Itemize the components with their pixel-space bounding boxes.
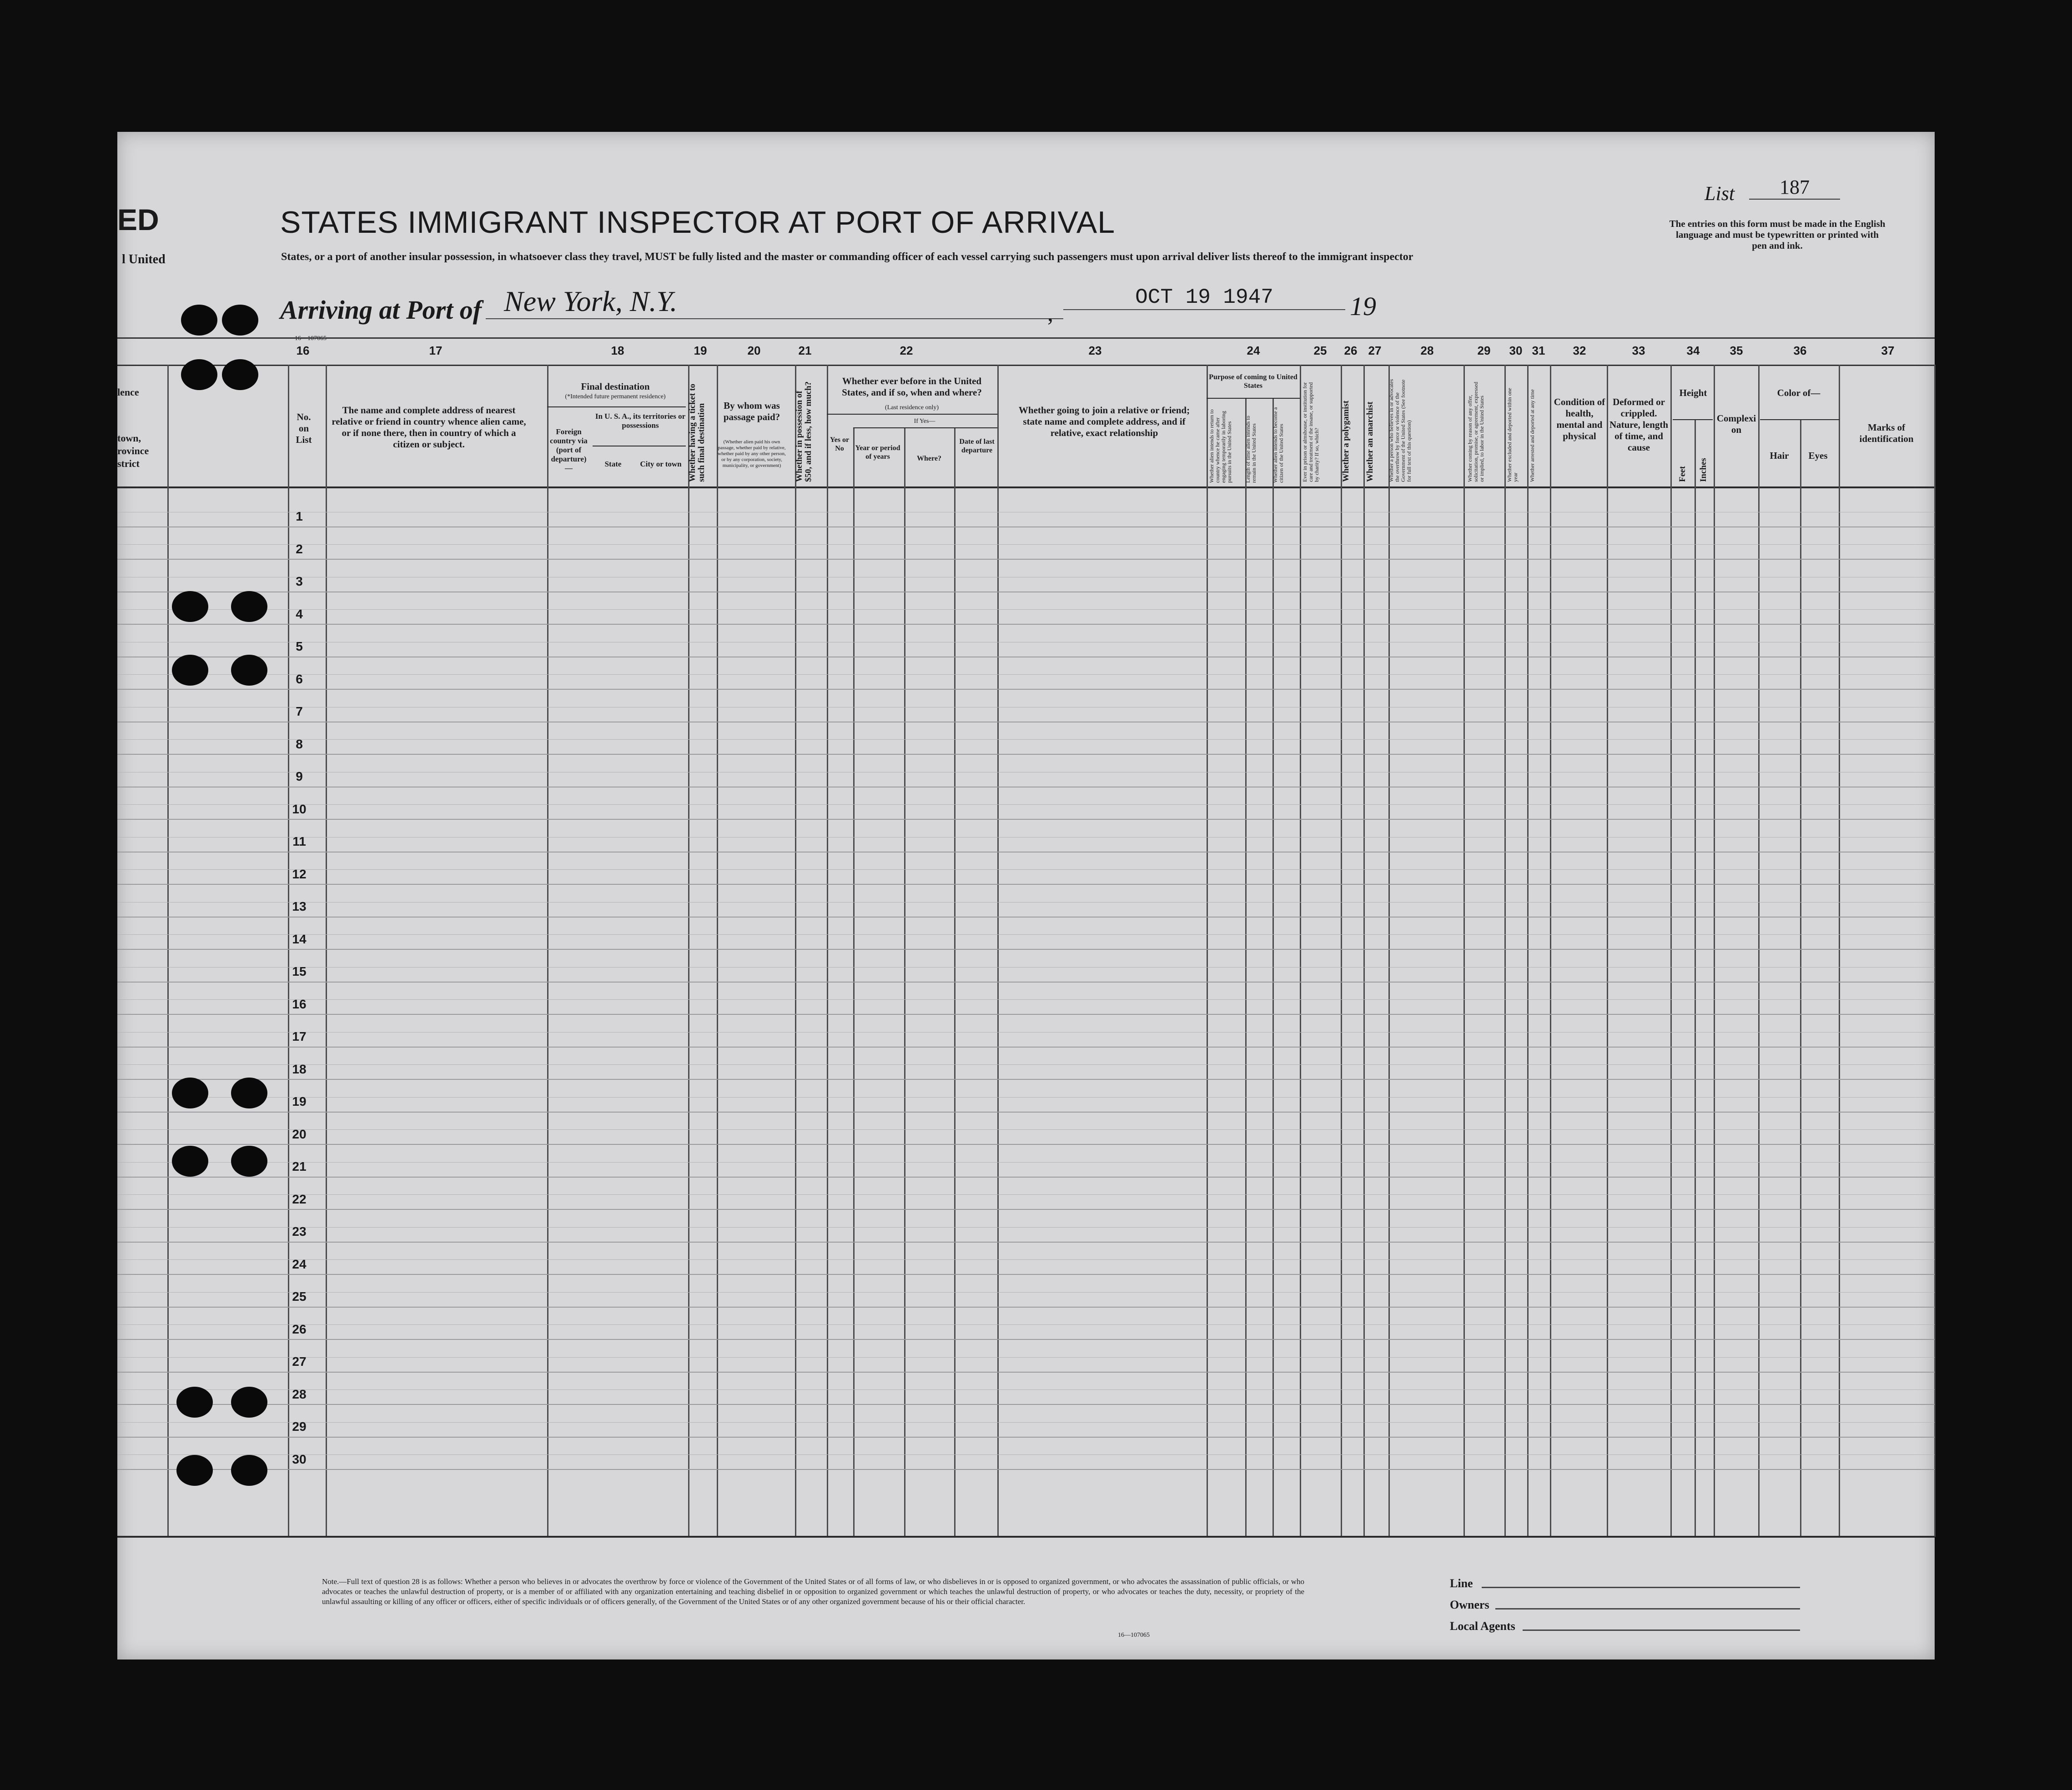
column-number-35: 35 <box>1730 344 1743 357</box>
table-row-subline <box>117 1389 1935 1390</box>
table-row <box>117 1469 1935 1470</box>
column-number-19: 19 <box>694 344 707 357</box>
column-number-24: 24 <box>1247 344 1260 357</box>
column-divider <box>997 365 999 1537</box>
column-divider <box>1839 365 1840 1537</box>
col-22-date: Date of last departure <box>959 438 995 454</box>
table-row <box>117 819 1935 820</box>
col-22-where: Where? <box>917 455 941 462</box>
col-36-eyes: Eyes <box>1808 450 1828 461</box>
column-divider <box>1934 365 1936 1537</box>
col-35-header: Complexion <box>1716 413 1756 435</box>
column-number-28: 28 <box>1420 344 1434 357</box>
col-28-header: Whether a person who believes in or advocates the overthrow by force or violence of the Government of the United States (See footnote for full text of this question) <box>1388 379 1412 482</box>
table-row <box>117 624 1935 625</box>
line-label: Line <box>1450 1577 1473 1590</box>
table-row <box>117 1242 1935 1243</box>
col-29-header: Whether coming by reason of any offer, solicitation, promise, or agreement, expressed or implied, to labor in the United States <box>1467 381 1485 482</box>
comma-1: , <box>1047 301 1053 326</box>
table-row-subline <box>117 1292 1935 1293</box>
col-22-title: Whether ever before in the United States, and if so, when and where? <box>842 376 982 398</box>
col-22-note: (Last residence only) <box>885 404 939 411</box>
table-row <box>117 1177 1935 1178</box>
col-22-subrule-2 <box>853 427 997 428</box>
column-divider <box>1550 365 1551 1537</box>
table-row <box>117 1112 1935 1113</box>
table-row <box>117 1339 1935 1340</box>
punch-hole <box>222 305 258 336</box>
column-number-16: 16 <box>296 344 310 357</box>
local-agents-field[interactable] <box>1523 1630 1800 1631</box>
column-number-17: 17 <box>429 344 443 357</box>
col-18-city: City or town <box>640 460 682 468</box>
column-number-33: 33 <box>1632 344 1645 357</box>
col-33-header: Deformed or crippled. Nature, length of time, and cause <box>1609 396 1669 453</box>
col-19-header: Whether having a ticket to such final destination <box>688 383 706 482</box>
col-22-year: Year or period of years <box>855 444 900 461</box>
col-22-yes-no: Yes or No <box>830 436 850 452</box>
row-number-22: 22 <box>292 1192 307 1206</box>
form-instructions: The entries on this form must be made in the English language and must be typewritten or printed with pen and ink. <box>1669 218 1886 251</box>
column-number-32: 32 <box>1573 344 1586 357</box>
table-row <box>117 1404 1935 1405</box>
col-36-title: Color of— <box>1777 387 1821 398</box>
table-row <box>117 1372 1935 1373</box>
table-row-subline <box>117 674 1935 675</box>
table-row-subline <box>117 1129 1935 1130</box>
col-20-note: (Whether alien paid his own passage, whether paid by relative, whether paid by any other person, or by any corporation, society, municipality, or government) <box>718 439 786 468</box>
column-number-23: 23 <box>1088 344 1102 357</box>
table-row-subline <box>117 1227 1935 1228</box>
left-fragment-sub: l United <box>122 252 166 266</box>
col-34-title: Height <box>1679 387 1707 398</box>
column-divider <box>1300 365 1301 1537</box>
column-number-21: 21 <box>798 344 812 357</box>
row-number-1: 1 <box>296 509 303 523</box>
row-number-17: 17 <box>292 1029 307 1043</box>
column-divider <box>288 365 289 1537</box>
table-row <box>117 884 1935 885</box>
table-row-subline <box>117 609 1935 610</box>
row-number-12: 12 <box>292 867 307 881</box>
row-number-24: 24 <box>292 1257 307 1271</box>
column-number-18: 18 <box>611 344 624 357</box>
column-number-36: 36 <box>1793 344 1807 357</box>
row-number-20: 20 <box>292 1127 307 1141</box>
col-34-inches: Inches <box>1699 458 1708 482</box>
row-number-10: 10 <box>292 802 307 816</box>
col-31-header: Whether arrested and deported at any time <box>1529 389 1535 482</box>
col-22-if-yes: If Yes— <box>914 418 935 425</box>
table-row-subline <box>117 1064 1935 1065</box>
col-32-header: Condition of health, mental and physical <box>1554 396 1605 441</box>
row-number-26: 26 <box>292 1322 307 1336</box>
header-subtitle: States, or a port of another insular possession, in whatsoever class they travel, MUST be fully listed and the master or commanding officer of each vessel carrying such passengers must upon arrival deliver lists thereof to the immigrant inspector <box>281 251 1413 263</box>
table-row <box>117 526 1935 527</box>
col-16-header: No. on List <box>296 411 312 445</box>
column-number-27: 27 <box>1368 344 1382 357</box>
punch-hole <box>231 1455 267 1486</box>
table-row-subline <box>117 1194 1935 1195</box>
column-divider <box>1695 419 1696 1537</box>
row-number-30: 30 <box>292 1452 307 1466</box>
column-divider <box>1758 365 1760 1537</box>
column-divider <box>1463 365 1465 1537</box>
column-number-29: 29 <box>1477 344 1491 357</box>
footnote-question-28: Note.—Full text of question 28 is as follows: Whether a person who believes in or advocates the overthrow by force or violence of the Government of the United States or of all forms of law, or who disbelieves in or is opposed to organized government, or who advocates the assassination of public officials, or who advocates or teaches the unlawful destruction of property, or is a member of or affiliated with any organization entertaining and teaching disbelief in or opposition to organized government or which teaches the unlawful destruction of property, or who advocates or teaches the duty, necessity, or propriety of the unlawful assaulting or killing of any officer or officers, either of specific individuals or of officers generally, of the Government of the United States or of any other organized government because of his or their official character. <box>322 1577 1304 1606</box>
table-row-subline <box>117 934 1935 935</box>
punch-hole <box>231 655 267 686</box>
column-divider <box>688 365 689 1537</box>
table-row <box>117 689 1935 690</box>
table-row <box>117 949 1935 950</box>
row-number-16: 16 <box>292 997 307 1011</box>
col-36-hair: Hair <box>1770 450 1789 461</box>
column-divider <box>1670 365 1672 1537</box>
punch-hole <box>172 655 208 686</box>
row-number-8: 8 <box>296 737 303 751</box>
punch-hole <box>181 359 217 390</box>
row-number-23: 23 <box>292 1224 307 1238</box>
punch-hole <box>222 359 258 390</box>
column-divider <box>326 365 327 1537</box>
table-row <box>117 1274 1935 1275</box>
table-row-subline <box>117 1097 1935 1098</box>
row-number-19: 19 <box>292 1094 307 1108</box>
col-18-usa: In U. S. A., its territories or possessions <box>595 412 686 430</box>
row-number-7: 7 <box>296 704 303 718</box>
header-rule-bottom <box>117 486 1935 488</box>
table-row-subline <box>117 1162 1935 1163</box>
table-row-subline <box>117 1324 1935 1325</box>
column-divider <box>167 365 169 1537</box>
punch-hole <box>172 1078 208 1108</box>
punch-hole <box>172 1146 208 1177</box>
column-number-20: 20 <box>747 344 761 357</box>
column-number-37: 37 <box>1881 344 1895 357</box>
arrival-date-stamp: OCT 19 1947 <box>1063 286 1345 310</box>
page-title: STATES IMMIGRANT INSPECTOR AT PORT OF ARRIVAL <box>280 205 1116 240</box>
table-row-subline <box>117 739 1935 740</box>
punch-hole <box>181 305 217 336</box>
table-row-subline <box>117 967 1935 968</box>
row-number-21: 21 <box>292 1159 307 1173</box>
list-number: 187 <box>1749 175 1840 200</box>
column-divider <box>1504 365 1506 1537</box>
header-rule-mid <box>117 365 1935 366</box>
table-row <box>117 1047 1935 1048</box>
col-18-foreign: Foreign country via (port of departure)— <box>550 427 588 472</box>
punch-hole <box>231 1078 267 1108</box>
col-17-header: The name and complete address of nearest relative or friend in country whence alien came, or if none there, then in country of which a citizen or subject. <box>332 405 526 450</box>
column-divider <box>1527 365 1529 1537</box>
col-25-header: Ever in prison or almshouse, or institution for care and treatment of the insane, or supported by charity? If so, which? <box>1302 382 1320 482</box>
arriving-label: Arriving at Port of <box>280 295 482 325</box>
row-number-6: 6 <box>296 672 303 686</box>
table-row <box>117 1079 1935 1080</box>
table-row <box>117 917 1935 918</box>
col-24-b: Length of time alien intends to remain in the United States <box>1245 416 1257 483</box>
table-bottom-rule <box>117 1536 1935 1538</box>
table-row-subline <box>117 1454 1935 1455</box>
table-row <box>117 754 1935 755</box>
punch-hole <box>176 1455 213 1486</box>
column-divider <box>1363 365 1365 1537</box>
row-number-2: 2 <box>296 542 303 556</box>
col-18-state: State <box>604 460 622 468</box>
row-number-13: 13 <box>292 899 307 913</box>
col-34-subrule <box>1673 419 1713 420</box>
column-number-26: 26 <box>1344 344 1358 357</box>
column-divider <box>1800 419 1801 1537</box>
row-number-25: 25 <box>292 1289 307 1304</box>
manifest-sheet <box>117 132 1935 1660</box>
list-label: List <box>1705 182 1735 205</box>
row-number-11: 11 <box>292 834 306 848</box>
local-agents-label: Local Agents <box>1450 1620 1515 1633</box>
table-row-subline <box>117 902 1935 903</box>
punch-hole <box>176 1387 213 1418</box>
table-row <box>117 1209 1935 1210</box>
row-number-14: 14 <box>292 932 307 946</box>
row-number-5: 5 <box>296 639 303 653</box>
column-number-34: 34 <box>1686 344 1700 357</box>
column-divider <box>1388 365 1390 1537</box>
column-divider <box>1207 365 1208 1537</box>
col-23-header: Whether going to join a relative or friend; state name and complete address, and if relative, exact relationship <box>1018 405 1190 438</box>
table-row <box>117 1144 1935 1145</box>
row-number-3: 3 <box>296 574 303 588</box>
column-number-31: 31 <box>1532 344 1545 357</box>
table-row-subline <box>117 869 1935 870</box>
line-field[interactable] <box>1482 1587 1800 1588</box>
col-30-header: Whether excluded and deported within one year <box>1506 388 1519 482</box>
town-label: town, rovince strict <box>117 432 149 469</box>
column-divider <box>1607 365 1608 1537</box>
row-number-4: 4 <box>296 607 303 621</box>
punch-hole <box>231 1387 267 1418</box>
col-21-header: Whether in possession of $50, and if less, how much? <box>795 381 813 482</box>
col-18-title: Final destination <box>581 381 650 392</box>
column-number-25: 25 <box>1313 344 1327 357</box>
col-27-header: Whether an anarchist <box>1365 401 1375 482</box>
row-number-15: 15 <box>292 964 307 978</box>
col-24-a: Whether alien intends to return to country whence he came after engaging temporarily in laboring pursuits in the United States <box>1208 409 1232 483</box>
col-24-c: Whether alien intends to become a citizen of the United States <box>1272 407 1284 483</box>
header-rule-top <box>117 337 1935 339</box>
row-number-28: 28 <box>292 1387 307 1401</box>
col-18-subrule <box>547 406 686 407</box>
col-34-feet: Feet <box>1678 466 1687 482</box>
table-row <box>117 1307 1935 1308</box>
punch-hole <box>231 591 267 622</box>
form-code-footer: 16—107065 <box>1118 1632 1150 1639</box>
table-row <box>117 559 1935 560</box>
column-divider <box>827 365 828 1537</box>
row-number-29: 29 <box>292 1419 307 1434</box>
owners-label: Owners <box>1450 1598 1489 1611</box>
column-number-30: 30 <box>1509 344 1523 357</box>
table-row-subline <box>117 1259 1935 1260</box>
table-row-subline <box>117 544 1935 545</box>
column-divider <box>547 365 548 1537</box>
year-prefix: 19 <box>1350 291 1376 321</box>
table-row-subline <box>117 1032 1935 1033</box>
table-row <box>117 982 1935 983</box>
row-number-27: 27 <box>292 1354 307 1369</box>
column-number-22: 22 <box>900 344 913 357</box>
table-row <box>117 1014 1935 1015</box>
punch-hole <box>172 591 208 622</box>
table-row-subline <box>117 1357 1935 1358</box>
punch-hole <box>231 1146 267 1177</box>
col-22-subrule-1 <box>827 414 997 415</box>
table-row-subline <box>117 1422 1935 1423</box>
col-20-title: By whom was passage paid? <box>723 400 780 422</box>
left-fragment-title: ED <box>117 203 159 236</box>
column-divider <box>717 365 718 1537</box>
column-divider <box>795 365 796 1537</box>
table-row-subline <box>117 999 1935 1000</box>
col-24-title: Purpose of coming to United States <box>1209 373 1298 390</box>
col-18-note: (*Intended future permanent residence) <box>565 393 666 400</box>
row-number-18: 18 <box>292 1062 307 1076</box>
table-row <box>117 1437 1935 1438</box>
column-divider <box>1714 365 1715 1537</box>
row-number-9: 9 <box>296 769 303 783</box>
table-row-subline <box>117 804 1935 805</box>
col-26-header: Whether a polygamist <box>1341 400 1351 482</box>
col-36-subrule <box>1760 419 1840 420</box>
residence-label: lence <box>117 386 139 398</box>
column-divider <box>1341 365 1342 1537</box>
port-of-arrival-value: New York, N.Y. <box>486 285 1063 319</box>
col-37-header: Marks of identification <box>1859 422 1914 444</box>
owners-field[interactable] <box>1495 1608 1800 1609</box>
col-24-subrule <box>1207 398 1300 399</box>
